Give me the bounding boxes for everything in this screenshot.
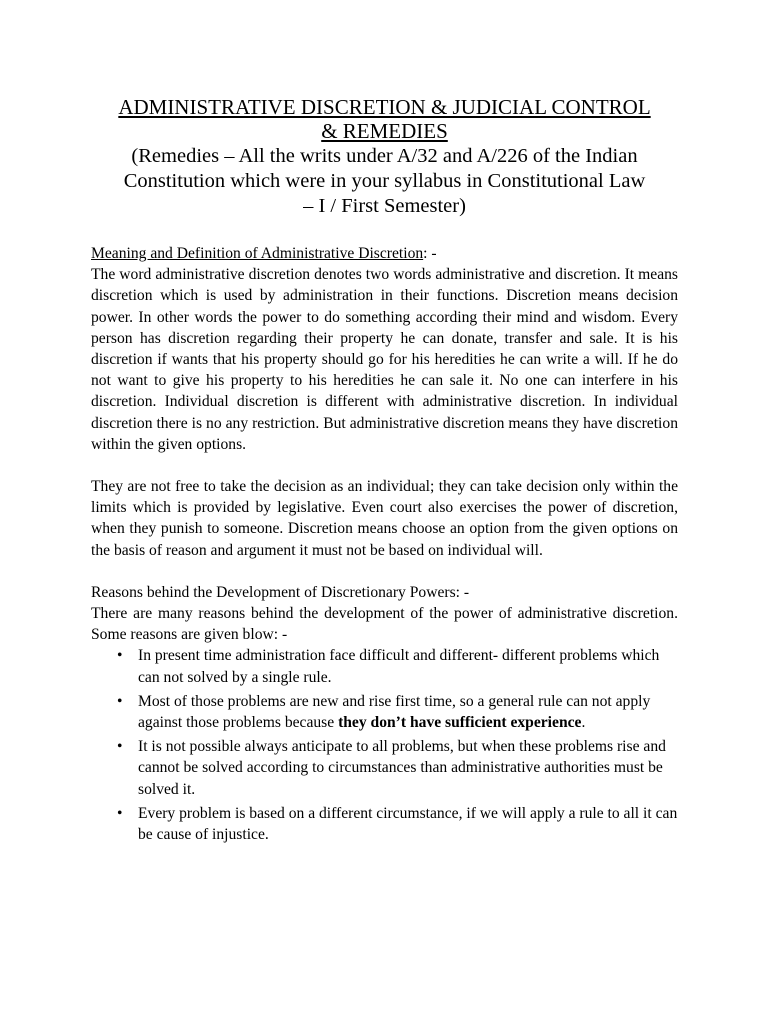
list-item-text: It is not possible always anticipate to all problems, but when these problems rise and cannot be solved according to circumstances than administrative authorities must be solved it. <box>138 738 666 798</box>
list-item <box>91 691 678 733</box>
bullet-icon: • <box>117 647 123 665</box>
paragraph-meaning-1: The word administrative discretion denotes two words administrative and discretion. It means discretion which is used by administration in their functions. Discretion means decision power. In other words the power to do something according their mind and wisdom. Every person has discretion regarding their property he can donate, transfer and sale. It is his discretion if wants that his property should go for his heredities he can write a will. If he do not want to give his property to his heredities he can sale it. No one can interfere in his discretion. Individual discretion is different with administrative discretion. In individual discretion there is no any restriction. But administrative discretion means they have discretion within the given options. <box>91 266 678 453</box>
list-item <box>91 803 678 845</box>
bullet-icon: • <box>117 804 123 822</box>
list-item-text <box>138 693 650 731</box>
subtitle-line-2: Constitution which were in your syllabus in Constitutional Law <box>123 170 646 192</box>
section-heading-reasons: Reasons behind the Development of Discretionary Powers: - <box>91 583 470 601</box>
list-item <box>91 736 678 800</box>
list-item-text: Every problem is based on a different circumstance, if we will apply a rule to all it can be cause of injustice. <box>138 804 678 844</box>
bullet-icon: • <box>117 738 123 756</box>
list-item-text-end: . <box>581 714 586 732</box>
section-heading-meaning <box>91 243 678 264</box>
list-item <box>91 645 678 687</box>
list-item-text-start: Most of those problems are new and rise first time, so a general rule can not apply against those problems because <box>138 692 651 732</box>
bullet-icon: • <box>117 692 123 710</box>
subtitle-line-1: (Remedies – All the writs under A/32 and A/226 of the Indian <box>131 145 638 167</box>
subtitle <box>91 144 678 219</box>
body-text <box>91 243 678 845</box>
title-line-1: ADMINISTRATIVE DISCRETION & JUDICIAL CONTROL <box>118 95 651 119</box>
section-heading-meaning-text: Meaning and Definition of Administrative Discretion <box>91 245 424 262</box>
title-block <box>91 95 678 219</box>
paragraph-meaning-2: They are not free to take the decision as an individual; they can take decision only within the limits which is provided by legislative. Even court also exercises the power of discretion, when they punish to someone. Discretion means choose an option from the given options on the basis of reason and argument it must not be based on individual will. <box>91 478 678 559</box>
list-item-text-bold: they don’t have sufficient experience <box>338 714 582 732</box>
subtitle-line-3: – I / First Semester) <box>303 195 466 217</box>
reasons-list <box>91 645 678 845</box>
title-line-2: & REMEDIES <box>321 119 448 143</box>
list-item-text: In present time administration face difficult and different- different problems which can not solved by a single rule. <box>138 647 660 686</box>
paragraph-reasons-intro: There are many reasons behind the development of the power of administrative discretion. Some reasons are given blow: - <box>91 605 678 644</box>
section-heading-meaning-suffix: : - <box>423 245 437 262</box>
